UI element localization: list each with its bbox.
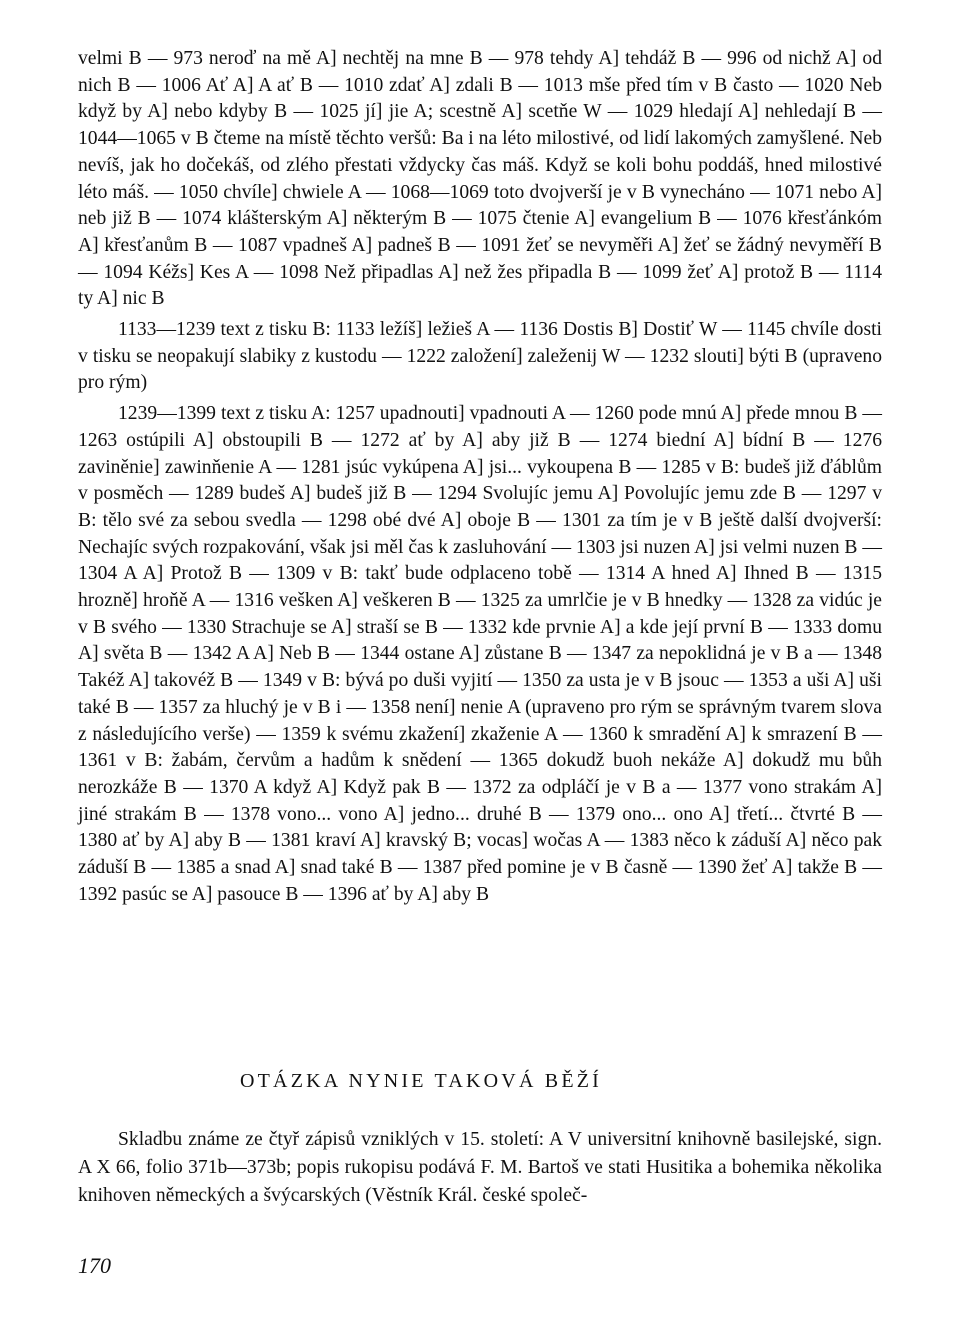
page-number: 170 (78, 1253, 111, 1278)
apparatus-paragraph-3: 1239—1399 text z tisku A: 1257 upadnouti] vpadnouti A — 1260 pode mnú A] přede mnou B — 1263 ostúpili A] obstoupili B — 1272 ať by A] aby již B — 1274 biední A] bídní B — 1276 zaviněnie] zawinňenie A — 1281 jsúc vykúpena A] jsi... vykoupena B — 1285 v B: budeš již ďáblům v posměch — 1289 budeš A] budeš již B — 1294 Svolujíc jemu A] Povolujíc jemu zde B — 1297 v B: tělo své za sebou svedla — 1298 obé dvé A] oboje B — 1301 za tím je v B ještě další dvojverší: Nechajíc svých rozpakování, však jsi měl čas k zasluhování — 1303 jsi nuzen A] jsi velmi nuzen B — 1304 A A] Protož B — 1309 v B: takť bude odplaceno tobě — 1314 A hned A] Ihned B — 1315 hrozně] hroňě A — 1316 vešken A] veškeren B — 1325 za umrlčie je v B hnedky — 1328 za vidúc je v B svého — 1330 Strachuje se A] straší se B — 1332 kde prvnie A] a kde její první B — 1333 domu A] světa B — 1342 A A] Neb B — 1344 ostane A] zůstane B — 1347 za nepoklidná je v B a — 1348 Takéž A] takovéž B — 1349 v B: bývá po duši vyjití — 1350 za usta je v B jsouc — 1353 a uši A] uši také B — 1357 za hluchý je v B i — 1358 není] nenie A (upraveno pro rým se správným tvarem slova z následujícího verše) — 1359 k svému zkažení] zkaženie A — 1360 k smradění A] k smrazení B — 1361 v B: žabám, červům a hadům k snědení — 1365 dokudž buoh nekáže A] dokudž mu bůh nerozkáže B — 1370 A když A] Když pak B — 1372 za odpláčí je v B a — 1377 vono strakám A] jiné strakám B — 1378 vono... vono A] jedno... druhé B — 1379 ono... ono A] třetí... čtvrté B — 1380 ať by A] aby B — 1381 kraví A] kravský B; vocas] wočas A — 1383 něco k záduší A] něco pak záduší B — 1385 a snad A] snad také B — 1387 před pomine je v B časně — 1390 žeť A] takže B — 1392 pasúc se A] pasouce B — 1396 ať by A] aby B (78, 403, 882, 905)
critical-apparatus (78, 46, 882, 909)
section-heading: OTÁZKA NYNIE TAKOVÁ BĚŽÍ (240, 1070, 603, 1092)
section-body-text: Skladbu známe ze čtyř zápisů vzniklých v 15. století: A V universitní knihovně basilejské, sign. A X 66, folio 371b—373b; popis rukopisu podává F. M. Bartoš ve stati Husitika a bohemika několika knihoven německých a švýcarských (Věstník Král. české společ- (78, 1129, 882, 1206)
apparatus-paragraph-1: velmi B — 973 neroď na mě A] nechtěj na mne B — 978 tehdy A] tehdáž B — 996 od nichž A] od nich B — 1006 Ať A] A ať B — 1010 zdať A] zdali B — 1013 mše před tím v B často — 1020 Neb když by A] nebo kdyby B — 1025 jí] jie A; scestně A] scetňe W — 1029 hledají A] nehledají B — 1044—1065 v B čteme na místě těchto veršů: Ba i na léto milostivé, od lidí lakomých zamyšlené. Neb nevíš, jak ho dočekáš, od zlého přestati vždycky čas máš. Když se koli bohu poddáš, hned milostivé léto máš. — 1050 chvíle] chwiele A — 1068—1069 toto dvojverší je v B vynecháno — 1071 nebo A] neb již B — 1074 klášterským A] některým B — 1075 čtenie A] evangelium B — 1076 křesťánkóm A] křesťanům B — 1087 vpadneš A] padneš B — 1091 žeť se nevyměři A] žeť se žádný nevyměří B — 1094 Kéžs] Kes A — 1098 Než připadlas A] než žes připadla B — 1099 žeť A] protož B — 1114 ty A] nic B (78, 48, 882, 310)
apparatus-paragraph-2: 1133—1239 text z tisku B: 1133 ležíš] ležieš A — 1136 Dostis B] Dostiť W — 1145 chvíle dosti v tisku se neopakují slabiky z kustodu — 1222 založení] zaleženij W — 1232 slouti] býti B (upraveno pro rým) (78, 319, 882, 394)
document-page (78, 46, 882, 1206)
